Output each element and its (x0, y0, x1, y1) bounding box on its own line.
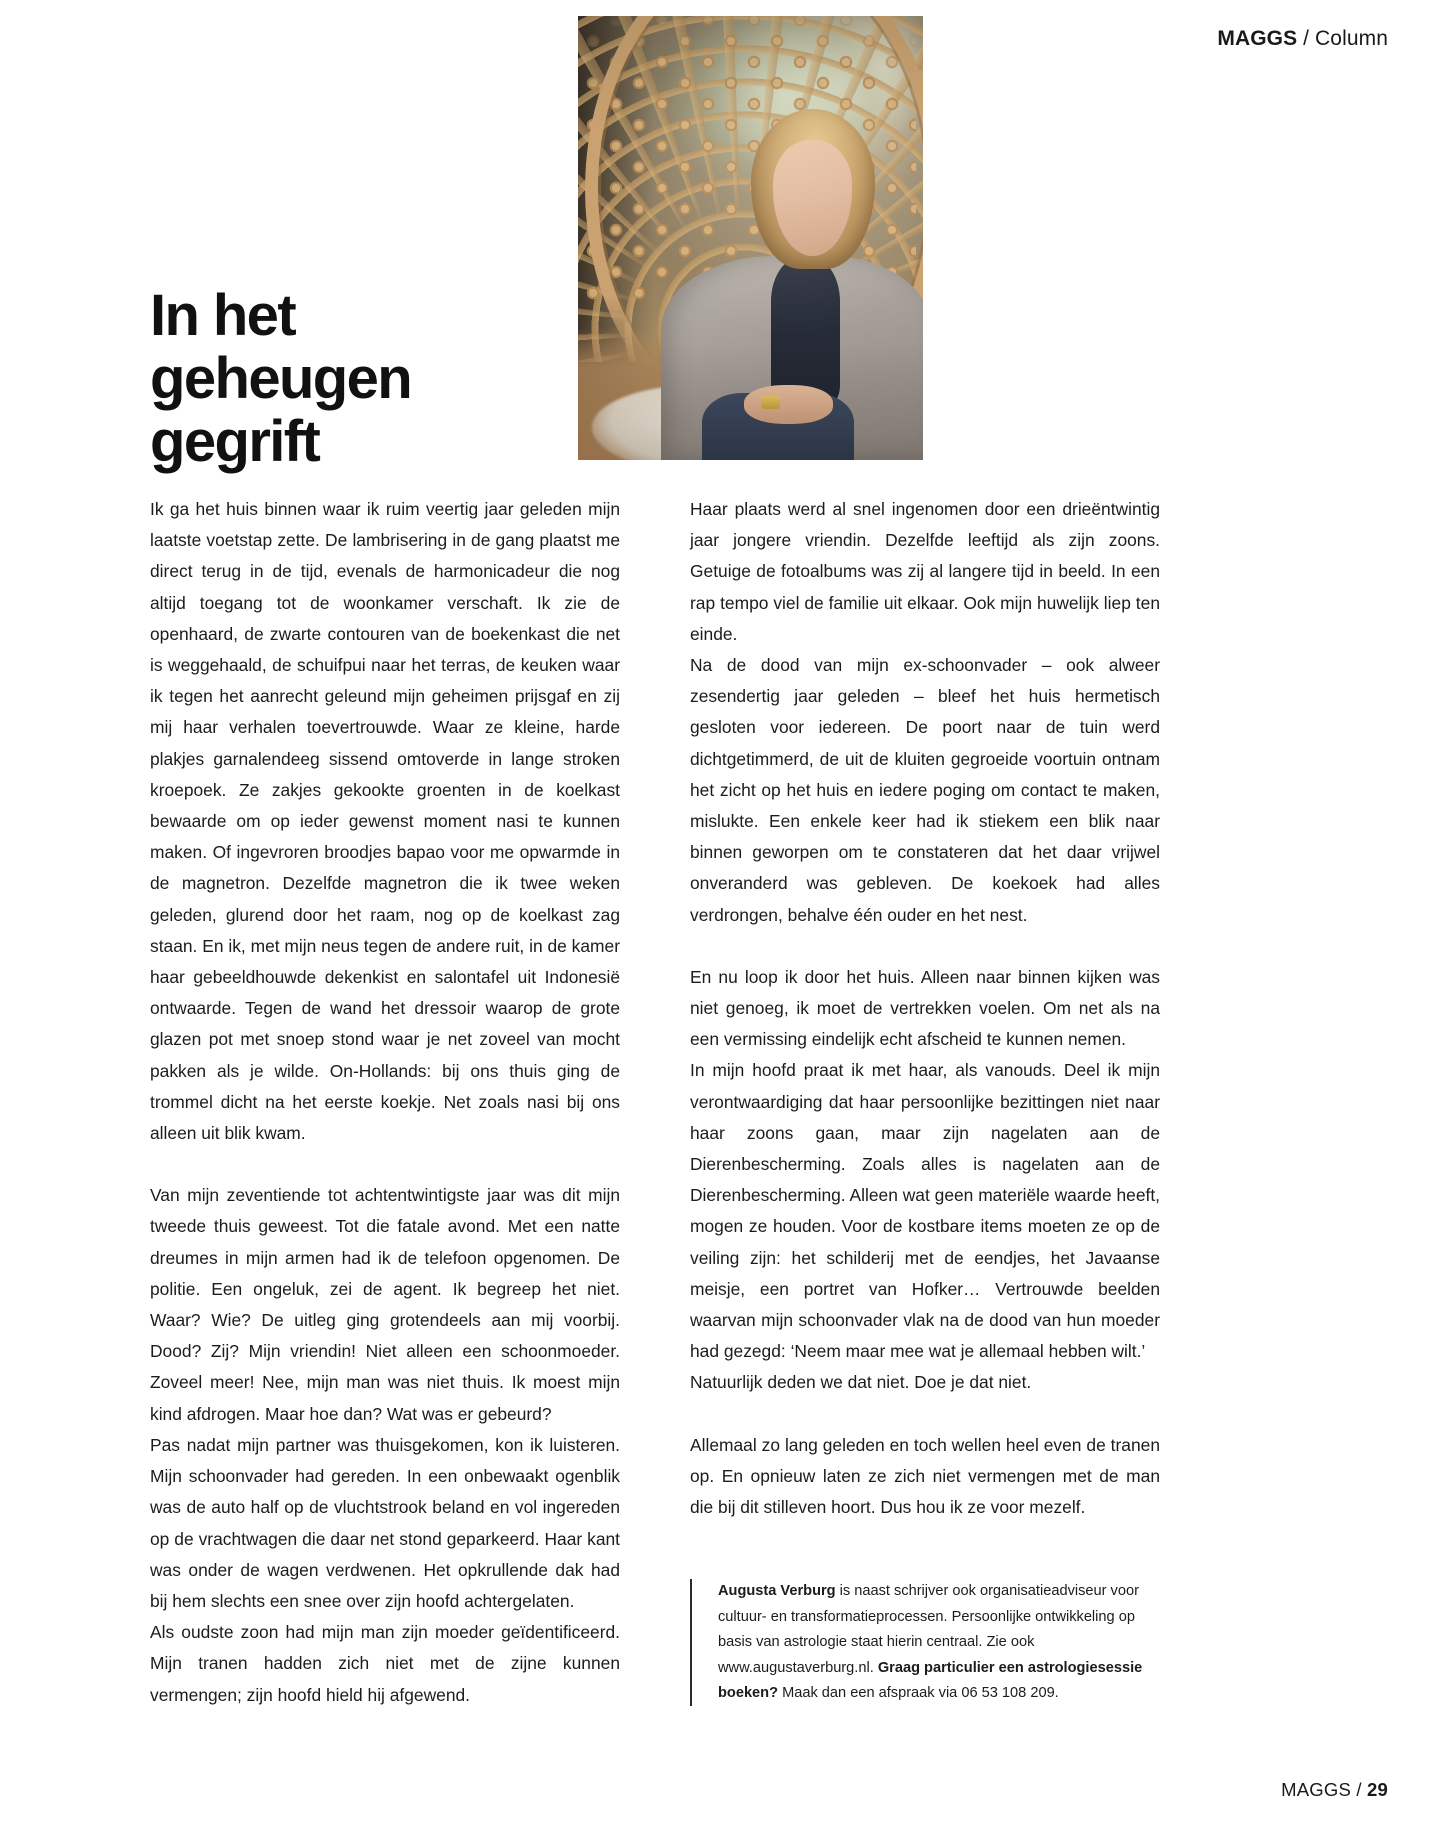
photo-subject-watch (761, 396, 780, 409)
author-name: Augusta Verburg (718, 1583, 836, 1600)
author-bio-body: is naast schrijver ook organisatieadviseur voor cultuur- en transformatieprocessen. Persoonlijke ontwikkeling op basis van astrologie staat hierin centraal. Zie ook www.augustaverburg.nl. (718, 1583, 1139, 1676)
running-head (1217, 28, 1388, 49)
headline-line-2: geheugen (150, 345, 412, 411)
paragraph: Ik ga het huis binnen waar ik ruim veertig jaar geleden mijn laatste voetstap zette. De lambrisering in de gang plaatst me direct terug in de tijd, evenals de harmonicadeur die nog altijd toegang tot de woonkamer verschaft. Ik zie de openhaard, de zwarte contouren van de boekenkast die net is weggehaald, de schuifpui naar het terras, de keuken waar ik tegen het aanrecht geleund mijn geheimen prijsgaf en zij mij haar verhalen toevertrouwde. Waar ze kleine, harde plakjes garnalendeeg sissend omtoverde in lange stroken kroepoek. Ze zakjes gekookte groenten in de koelkast bewaarde om op ieder gewenst moment nasi te kunnen maken. Of ingevroren broodjes bapao voor me opwarmde in de magnetron. Dezelfde magnetron die ik twee weken geleden, glurend door het raam, nog op de koelkast zag staan. En ik, met mijn neus tegen de andere ruit, in de kamer haar gebeeldhouwde dekenkist en salontafel uit Indonesië ontwaarde. Tegen de wand het dressoir waarop de grote glazen pot met snoep stond waar je net zoveel van mocht pakken als je wilde. On-Hollands: bij ons thuis ging de trommel dicht na het eerste koekje. Net zoals nasi bij ons alleen uit blik kwam. (150, 499, 620, 1144)
photo-subject-hands (744, 385, 834, 425)
author-bio-box (690, 1579, 1160, 1706)
paragraph: Na de dood van mijn ex-schoonvader – ook alweer zesendertig jaar geleden – bleef het huis hermetisch gesloten voor iedereen. De poort naar de tuin werd dichtgetimmerd, de uit de kluiten gegroeide voortuin ontnam het zicht op het huis en iedere poging om contact te maken, mislukte. Een enkele keer had ik stiekem een blik naar binnen geworpen om te constateren dat het daar vrijwel onveranderd was gebleven. De koekoek had alles verdrongen, behalve één ouder en het nest. (690, 655, 1160, 925)
author-bio-text (718, 1579, 1160, 1706)
paragraph: Haar plaats werd al snel ingenomen door een drieëntwintig jaar jongere vriendin. Dezelfde leeftijd als zijn zoons. Getuige de fotoalbums was zij al langere tijd in beeld. In een rap tempo viel de familie uit elkaar. Ook mijn huwelijk liep ten einde. (690, 499, 1160, 644)
column-left (150, 494, 620, 1711)
article-body (150, 494, 1290, 1711)
paragraph: Als oudste zoon had mijn man zijn moeder geïdentificeerd. Mijn tranen hadden zich niet met de zijne kunnen vermengen; zijn hoofd hield hij afgewend. (150, 1622, 620, 1705)
author-bio-contact: Maak dan een afspraak via 06 53 108 209. (778, 1684, 1059, 1701)
headline-line-1: In het (150, 282, 296, 348)
footer-brand: MAGGS (1281, 1779, 1351, 1800)
paragraph: Van mijn zeventiende tot achtentwintigste jaar was dit mijn tweede thuis geweest. Tot die fatale avond. Met een natte dreumes in mijn armen had ik de telefoon opgenomen. De politie. Een ongeluk, zei de agent. Ik begreep het niet. Waar? Wie? De uitleg ging grotendeels aan mij voorbij. Dood? Zij? Mijn vriendin! Niet alleen een schoonmoeder. Zoveel meer! Nee, mijn man was niet thuis. Ik moest mijn kind afdrogen. Maar hoe dan? Wat was er gebeurd? (150, 1185, 620, 1424)
author-bio-cta: Graag particulier een astrologiesessie boeken? (718, 1659, 1143, 1701)
hero-photo (578, 16, 923, 460)
footer-separator: / (1350, 1779, 1368, 1800)
page-footer (1281, 1779, 1388, 1801)
paragraph: En nu loop ik door het huis. Alleen naar binnen kijken was niet genoeg, ik moet de vertrekken voelen. Om net als na een vermissing eindelijk echt afscheid te kunnen nemen. (690, 966, 1160, 1050)
paragraph: Pas nadat mijn partner was thuisgekomen, kon ik luisteren. Mijn schoonvader had gereden. In een onbewaakt ogenblik was de auto half op de vluchtstrook beland en vol ingereden op de vrachtwagen die daar net stond geparkeerd. Haar kant was onder de wagen verdwenen. Het opkrullende dak had bij hem slechts een snee over zijn hoofd achtergelaten. (150, 1434, 620, 1611)
running-head-section: Column (1315, 27, 1388, 50)
running-head-separator: / (1297, 27, 1316, 50)
column-right (690, 494, 1160, 1711)
paragraph: Allemaal zo lang geleden en toch wellen heel even de tranen op. En opnieuw laten ze zich niet vermengen met de man die bij dit stilleven hoort. Dus hou ik ze voor mezelf. (690, 1434, 1160, 1518)
running-head-brand: MAGGS (1217, 27, 1298, 50)
headline-line-3: gegrift (150, 408, 320, 474)
paragraph: Natuurlijk deden we dat niet. Doe je dat niet. (690, 1372, 1032, 1393)
article-headline (150, 282, 530, 474)
paragraph: In mijn hoofd praat ik met haar, als vanouds. Deel ik mijn verontwaardiging dat haar persoonlijke bezittingen niet naar haar zoons gaan, maar zijn nagelaten aan de Dierenbescherming. Zoals alles is nagelaten aan de Dierenbescherming. Alleen wat geen materiële waarde heeft, mogen ze houden. Voor de kostbare items moeten ze op de veiling zijn: het schilderij met de eendjes, het Javaanse meisje, een portret van Hofker… Vertrouwde beelden waarvan mijn schoonvader vlak na de dood van hun moeder had gezegd: ‘Neem maar mee wat je allemaal hebben wilt.’ (690, 1060, 1160, 1362)
footer-page-number: 29 (1367, 1779, 1388, 1800)
